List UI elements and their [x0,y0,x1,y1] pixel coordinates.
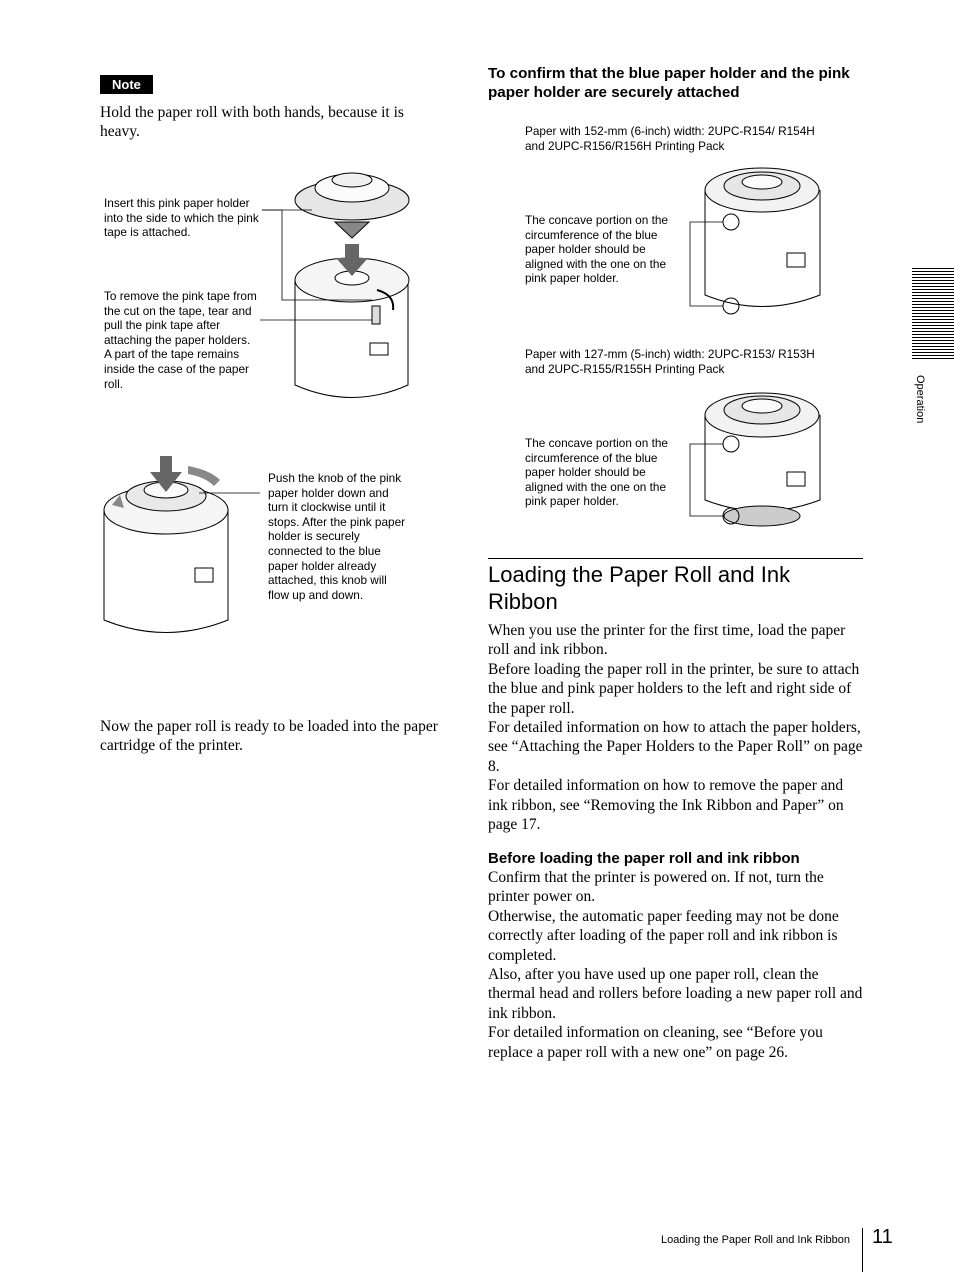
callout-knob: Push the knob of the pink paper holder down and turn it clockwise until it stops. After the pink paper holder is securely connected to the blue paper holder already attached, this knob will flow up and down. [268,471,406,602]
concave-text-1: The concave portion on the circumference of the blue paper holder should be aligned with the one on the pink paper holder. [525,213,668,286]
side-tab [904,375,932,435]
section-paragraph: Before loading the paper roll in the printer, be sure to attach the blue and pink paper holders to the left and right side of the paper roll. [488,660,860,717]
side-tab-label: Operation [914,375,926,424]
running-title: Loading the Paper Roll and Ink Ribbon [661,1234,850,1246]
sub-paragraph: Also, after you have used up one paper roll, clean the thermal head and rollers before loading a new paper roll and ink ribbon. [488,966,863,1022]
footer-divider [862,1228,863,1272]
confirm-heading: To confirm that the blue paper holder and the pink paper holder are securely attached [488,65,850,101]
sub-paragraph: For detailed information on cleaning, see “Before you replace a paper roll with a new one” on page 26. [488,1024,823,1061]
subsection-body [488,868,863,1062]
section-title: Loading the Paper Roll and Ink Ribbon [488,562,791,614]
sub-paragraph: Otherwise, the automatic paper feeding may not be done correctly after loading of the paper roll and ink ribbon is completed. [488,907,839,964]
paper-152-label: Paper with 152-mm (6-inch) width: 2UPC-R154/ R154H and 2UPC-R156/R156H Printing Pack [525,124,815,153]
concave-text-2: The concave portion on the circumference of the blue paper holder should be aligned with the one on the pink paper holder. [525,436,668,509]
section-paragraph: For detailed information on how to remove the paper and ink ribbon, see “Removing the Ink Ribbon and Paper” on page 17. [488,777,844,834]
section-paragraph: When you use the printer for the first time, load the paper roll and ink ribbon. [488,622,846,659]
callout-pink-holder: Insert this pink paper holder into the side to which the pink tape is attached. [104,196,259,240]
ready-text: Now the paper roll is ready to be loaded into the paper cartridge of the printer. [100,718,438,755]
page-number: 11 [872,1226,893,1248]
section-rule [488,558,863,559]
note-badge-label: Note [100,75,153,94]
subheading: Before loading the paper roll and ink ribbon [488,850,800,867]
side-tab-marker [912,268,954,360]
paper-127-label: Paper with 127-mm (5-inch) width: 2UPC-R153/ R153H and 2UPC-R155/R155H Printing Pack [525,347,815,376]
section-paragraph: For detailed information on how to attach the paper holders, see “Attaching the Paper Holders to the Paper Roll” on page 8. [488,719,863,775]
callout-pink-tape: To remove the pink tape from the cut on the tape, tear and pull the pink tape after attaching the paper holders. A part of the tape remains inside the case of the paper roll. [104,289,257,391]
sub-paragraph: Confirm that the printer is powered on. If not, turn the printer power on. [488,869,824,906]
section-body [488,621,863,834]
note-text: Hold the paper roll with both hands, because it is heavy. [100,104,404,141]
